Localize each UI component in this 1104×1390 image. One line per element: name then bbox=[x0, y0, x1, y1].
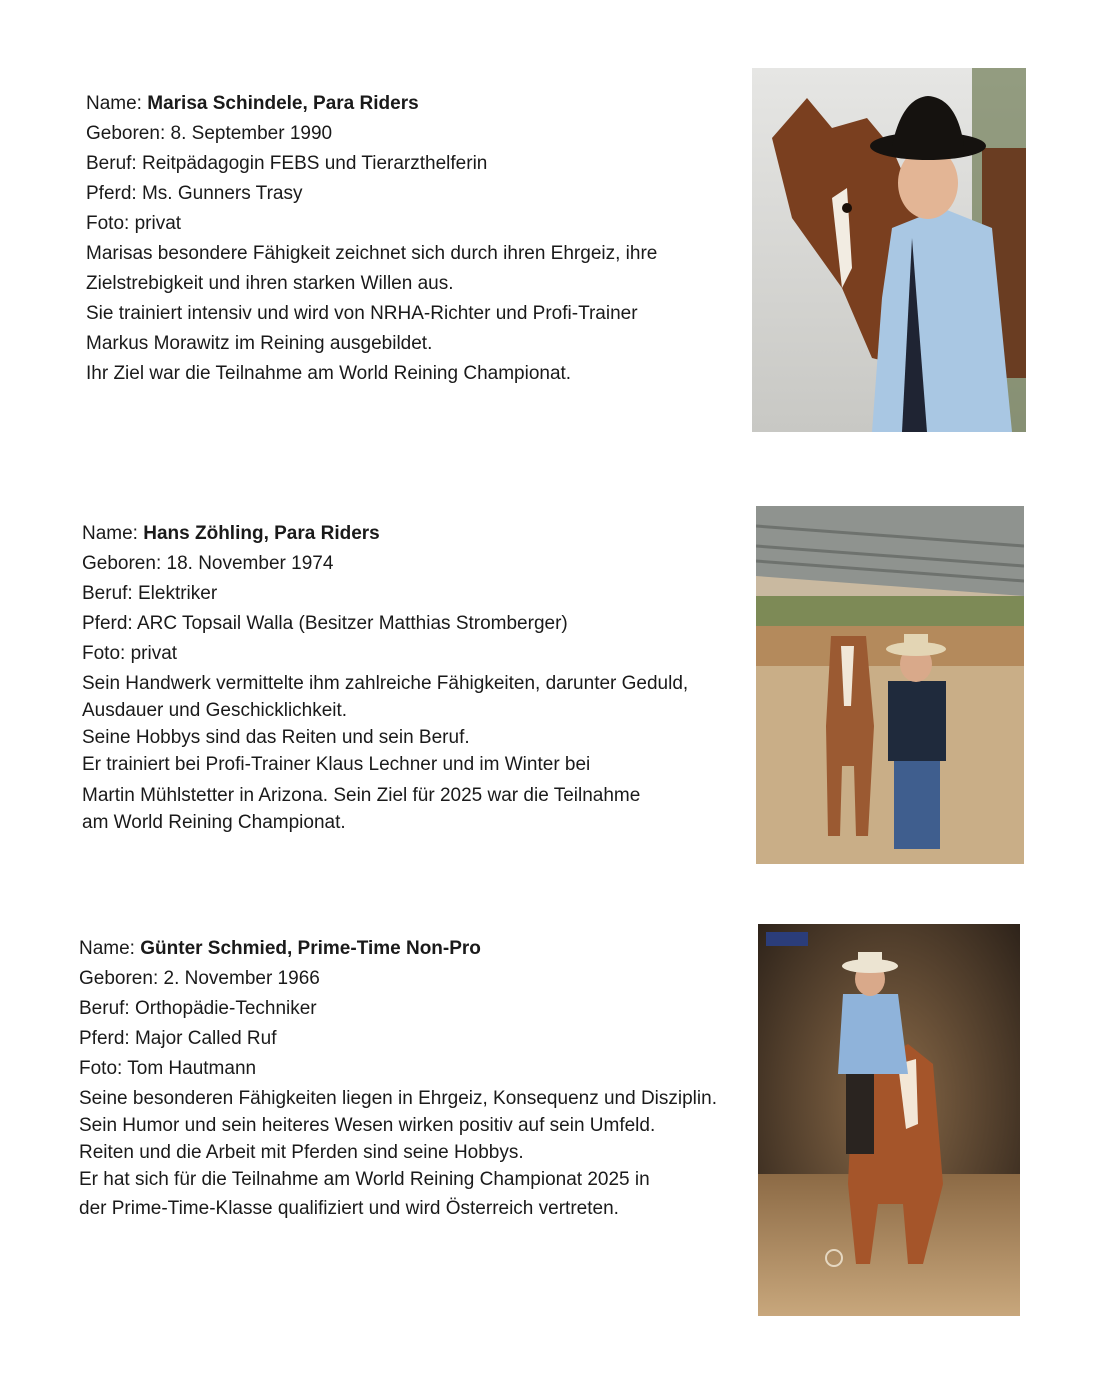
rider-name: Marisa Schindele, Para Riders bbox=[147, 93, 419, 114]
horse-label: Pferd: bbox=[86, 183, 137, 204]
photo-credit: privat bbox=[134, 213, 182, 234]
bio-line: Seine besonderen Fähigkeiten liegen in Ehrgeiz, Konsequenz und Disziplin. bbox=[79, 1088, 717, 1109]
born-label: Geboren: bbox=[79, 968, 159, 989]
born-value: 2. November 1966 bbox=[163, 968, 320, 989]
born-label: Geboren: bbox=[82, 553, 162, 574]
bio-line: der Prime-Time-Klasse qualifiziert und wird Österreich vertreten. bbox=[79, 1198, 619, 1219]
rider-photo-guenter bbox=[758, 924, 1020, 1316]
horse-value: Ms. Gunners Trasy bbox=[141, 183, 303, 204]
job-label: Beruf: bbox=[86, 153, 137, 174]
bio-line: Sie trainiert intensiv und wird von NRHA-Richter und Profi-Trainer bbox=[86, 303, 638, 324]
photo-label: Foto: bbox=[82, 643, 126, 664]
horse-value: ARC Topsail Walla (Besitzer Matthias Stromberger) bbox=[136, 613, 568, 634]
job-value: Elektriker bbox=[137, 583, 218, 604]
bio-line: Er hat sich für die Teilnahme am World Reining Championat 2025 in bbox=[79, 1169, 650, 1190]
horse-line bbox=[86, 184, 657, 203]
horse-line bbox=[82, 614, 688, 633]
bio-line: Ihr Ziel war die Teilnahme am World Reining Championat. bbox=[86, 363, 572, 384]
rider-photo-hans bbox=[756, 506, 1024, 864]
born-line bbox=[86, 124, 657, 143]
horse-label: Pferd: bbox=[79, 1028, 130, 1049]
job-line bbox=[79, 999, 717, 1018]
born-value: 18. November 1974 bbox=[166, 553, 334, 574]
photo-credit-line bbox=[79, 1059, 717, 1078]
photo-label: Foto: bbox=[86, 213, 130, 234]
rider-name: Hans Zöhling, Para Riders bbox=[143, 523, 380, 544]
name-label: Name: bbox=[79, 938, 135, 959]
bio-line: Marisas besondere Fähigkeit zeichnet sich durch ihren Ehrgeiz, ihre bbox=[86, 243, 658, 264]
job-value: Reitpädagogin FEBS und Tierarzthelferin bbox=[141, 153, 488, 174]
rider-photo-marisa bbox=[752, 68, 1026, 432]
job-label: Beruf: bbox=[82, 583, 133, 604]
photo-credit-line bbox=[86, 214, 657, 233]
born-line bbox=[79, 969, 717, 988]
bio-line: Markus Morawitz im Reining ausgebildet. bbox=[86, 333, 433, 354]
bio-line: Martin Mühlstetter in Arizona. Sein Ziel für 2025 war die Teilnahme bbox=[82, 785, 641, 806]
rider-name-line bbox=[82, 524, 688, 543]
bio-line: Seine Hobbys sind das Reiten und sein Beruf. bbox=[82, 727, 470, 748]
horse-value: Major Called Ruf bbox=[134, 1028, 277, 1049]
job-line bbox=[86, 154, 657, 173]
photo-label: Foto: bbox=[79, 1058, 123, 1079]
job-label: Beruf: bbox=[79, 998, 130, 1019]
rider-name-line bbox=[79, 939, 717, 958]
rider-entry-hans bbox=[82, 524, 688, 843]
bio-line: Zielstrebigkeit und ihren starken Willen aus. bbox=[86, 273, 454, 294]
rider-name: Günter Schmied, Prime-Time Non-Pro bbox=[140, 938, 481, 959]
photo-credit-line bbox=[82, 644, 688, 663]
born-line bbox=[82, 554, 688, 573]
rider-name-line bbox=[86, 94, 657, 113]
bio-line: Ausdauer und Geschicklichkeit. bbox=[82, 700, 348, 721]
rider-entry-guenter bbox=[79, 939, 717, 1229]
bio-line: Er trainiert bei Profi-Trainer Klaus Lechner und im Winter bei bbox=[82, 754, 591, 775]
name-label: Name: bbox=[86, 93, 142, 114]
bio-line: Sein Handwerk vermittelte ihm zahlreiche Fähigkeiten, darunter Geduld, bbox=[82, 673, 689, 694]
born-value: 8. September 1990 bbox=[170, 123, 333, 144]
bio-line: Reiten und die Arbeit mit Pferden sind seine Hobbys. bbox=[79, 1142, 524, 1163]
rider-entry-marisa bbox=[86, 94, 657, 394]
name-label: Name: bbox=[82, 523, 138, 544]
job-line bbox=[82, 584, 688, 603]
horse-line bbox=[79, 1029, 717, 1048]
job-value: Orthopädie-Techniker bbox=[134, 998, 317, 1019]
horse-label: Pferd: bbox=[82, 613, 133, 634]
bio-line: am World Reining Championat. bbox=[82, 812, 346, 833]
bio-line: Sein Humor und sein heiteres Wesen wirken positiv auf sein Umfeld. bbox=[79, 1115, 656, 1136]
photo-credit: Tom Hautmann bbox=[127, 1058, 257, 1079]
born-label: Geboren: bbox=[86, 123, 166, 144]
photo-credit: privat bbox=[130, 643, 178, 664]
